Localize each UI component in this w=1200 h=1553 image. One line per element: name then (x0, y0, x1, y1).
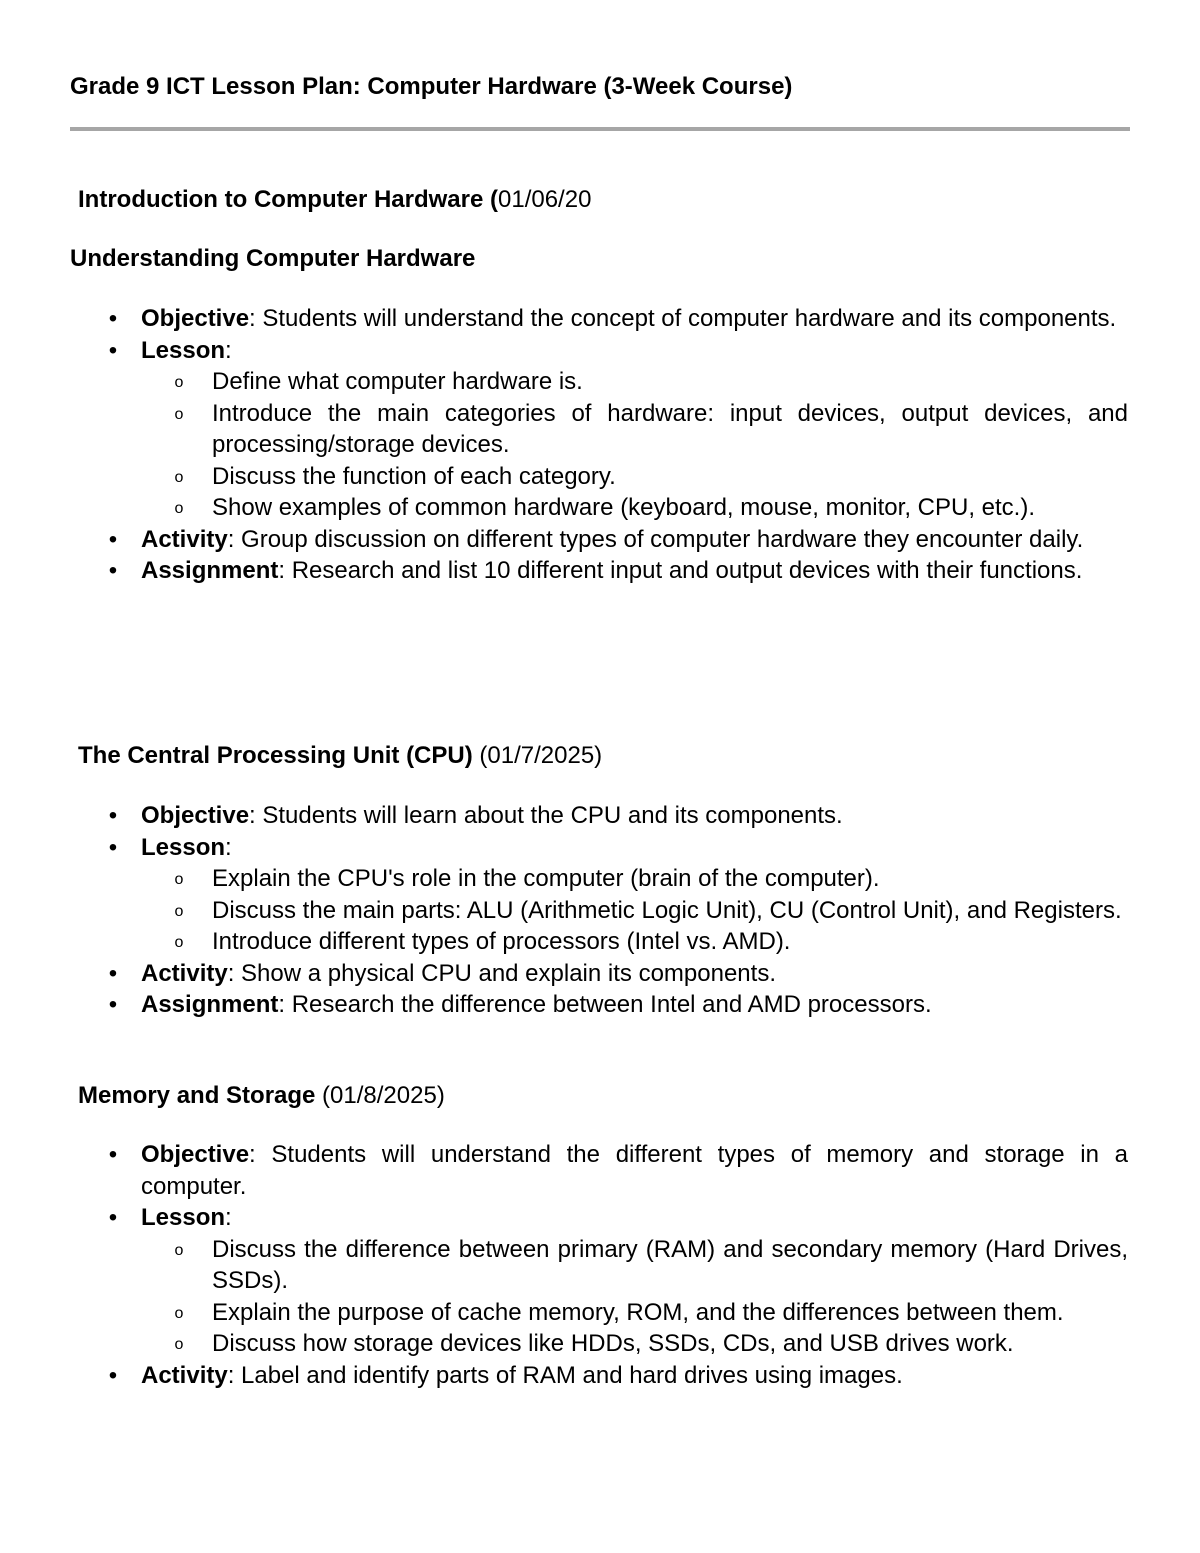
lesson-point (141, 1234, 1128, 1297)
list-item-activity (70, 1360, 1128, 1392)
circle-bullet-icon: o (174, 902, 184, 920)
circle-bullet-icon: o (174, 934, 184, 951)
lesson-point (141, 461, 1128, 493)
item-text: : (225, 1204, 232, 1231)
circle-bullet-icon: o (174, 374, 184, 391)
lesson-point-text: Show examples of common hardware (keyboard, mouse, monitor, CPU, etc.). (212, 494, 1036, 521)
item-key: Objective (141, 1141, 250, 1168)
lesson-point (141, 926, 1128, 958)
lesson-point-text: Define what computer hardware is. (212, 368, 583, 395)
lesson-sublist (141, 366, 1128, 524)
item-key: Lesson (141, 833, 226, 861)
bullet-icon: • (108, 1204, 118, 1231)
item-key: Assignment (141, 991, 279, 1018)
list-item-lesson (70, 1202, 1128, 1360)
section2-list (70, 800, 1128, 1021)
list-item-objective (70, 800, 1128, 832)
circle-bullet-icon: o (174, 1336, 184, 1353)
item-key: Objective (141, 802, 250, 829)
lesson-point-text: Introduce the main categories of hardware: input devices, output devices, and processing/storage devices. (212, 399, 1128, 458)
list-item-activity (70, 958, 1128, 990)
section-heading-date: (01/7/2025) (472, 742, 603, 769)
bullet-icon: • (108, 1141, 118, 1168)
lesson-point (141, 1328, 1128, 1360)
circle-bullet-icon: o (174, 405, 184, 423)
section-heading-intro (78, 185, 591, 215)
item-text: : Students will understand the concept of computer hardware and its components. (249, 305, 1117, 332)
section-heading-memory (78, 1081, 445, 1111)
section-heading-title: Introduction to Computer Hardware ( (78, 186, 498, 213)
item-text: : Students will learn about the CPU and its components. (249, 802, 843, 829)
section1-list (70, 303, 1128, 587)
lesson-point (141, 366, 1128, 398)
lesson-point (141, 1297, 1128, 1329)
lesson-point-text: Discuss how storage devices like HDDs, SSDs, CDs, and USB drives work. (212, 1330, 1014, 1357)
bullet-icon: • (108, 959, 118, 987)
circle-bullet-icon: o (174, 1241, 184, 1259)
bullet-icon: • (108, 305, 118, 332)
item-key: Activity (141, 959, 228, 987)
title-divider (70, 127, 1130, 131)
bullet-icon: • (108, 336, 118, 364)
section3-list (70, 1139, 1128, 1391)
item-text: : Group discussion on different types of computer hardware they encounter daily. (227, 525, 1084, 553)
circle-bullet-icon: o (174, 871, 184, 888)
list-item-activity (70, 524, 1128, 556)
item-text: : (225, 336, 232, 364)
list-item-lesson (70, 335, 1128, 524)
item-key: Objective (141, 305, 250, 332)
item-text: : Label and identify parts of RAM and hard drives using images. (227, 1361, 903, 1389)
item-key: Activity (141, 1361, 228, 1389)
item-text: : Students will understand the different types of memory and storage in a computer. (141, 1141, 1128, 1200)
section-heading-title: The Central Processing Unit (CPU) (78, 742, 473, 769)
circle-bullet-icon: o (174, 1304, 184, 1322)
list-item-assignment (70, 555, 1128, 587)
item-text: : Research and list 10 different input and output devices with their functions. (278, 557, 1083, 584)
subheading-understanding: Understanding Computer Hardware (70, 245, 476, 272)
lesson-point (141, 492, 1128, 524)
bullet-icon: • (108, 991, 118, 1018)
bullet-icon: • (108, 557, 118, 584)
list-item-objective (70, 1139, 1128, 1202)
bullet-icon: • (108, 802, 118, 829)
item-key: Assignment (141, 557, 279, 584)
lesson-point-text: Introduce different types of processors (Intel vs. AMD). (212, 928, 791, 955)
lesson-sublist (141, 863, 1128, 958)
section-heading-date: 01/06/20 (498, 186, 592, 213)
item-key: Activity (141, 525, 228, 553)
circle-bullet-icon: o (174, 500, 184, 517)
item-key: Lesson (141, 336, 226, 364)
list-item-assignment (70, 989, 1128, 1021)
lesson-point-text: Discuss the function of each category. (212, 462, 616, 490)
bullet-icon: • (108, 833, 118, 861)
item-text: : (225, 833, 232, 861)
list-item-objective (70, 303, 1128, 335)
circle-bullet-icon: o (174, 468, 184, 486)
item-text: : Show a physical CPU and explain its components. (227, 959, 776, 987)
item-text: : Research the difference between Intel and AMD processors. (278, 991, 932, 1018)
document-title: Grade 9 ICT Lesson Plan: Computer Hardware (3-Week Course) (70, 73, 793, 100)
section-heading-title: Memory and Storage (78, 1082, 316, 1109)
lesson-point-text: Discuss the difference between primary (RAM) and secondary memory (Hard Drives, SSDs). (212, 1235, 1128, 1294)
bullet-icon: • (108, 525, 118, 553)
lesson-sublist (141, 1234, 1128, 1360)
lesson-point (141, 398, 1128, 461)
section-heading-date: (01/8/2025) (315, 1082, 445, 1109)
item-key: Lesson (141, 1204, 226, 1231)
section-heading-cpu (78, 741, 602, 771)
bullet-icon: • (108, 1361, 118, 1389)
lesson-point-text: Explain the CPU's role in the computer (brain of the computer). (212, 865, 880, 892)
lesson-point-text: Explain the purpose of cache memory, ROM, and the differences between them. (212, 1298, 1064, 1326)
lesson-point (141, 895, 1128, 927)
lesson-point-text: Discuss the main parts: ALU (Arithmetic Logic Unit), CU (Control Unit), and Registers. (212, 896, 1122, 924)
lesson-point (141, 863, 1128, 895)
list-item-lesson (70, 832, 1128, 958)
